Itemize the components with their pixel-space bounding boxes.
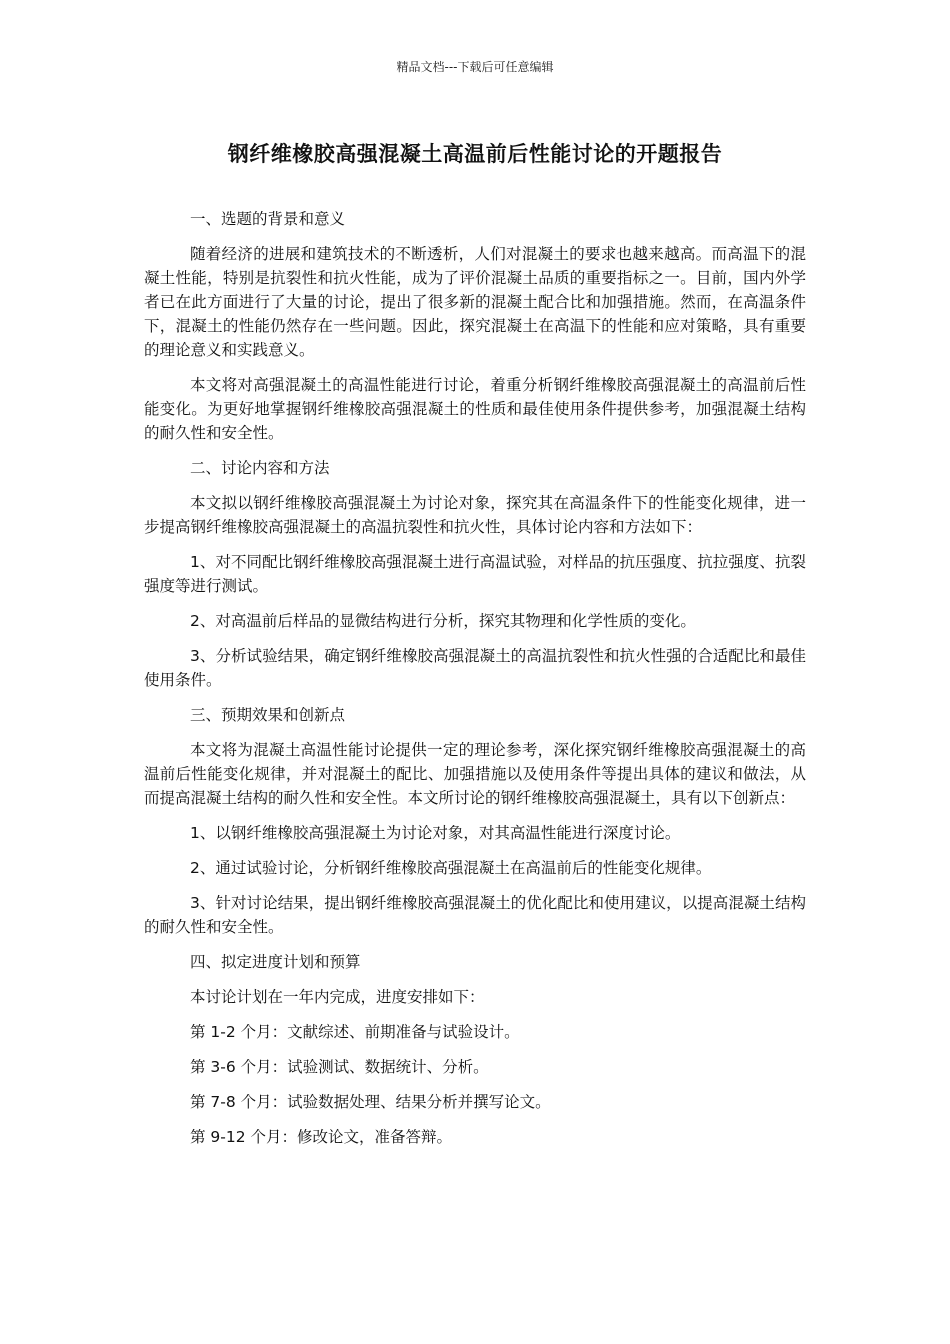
document-title: 钢纤维橡胶高强混凝土高温前后性能讨论的开题报告 xyxy=(227,142,723,166)
list-item: 2、通过试验讨论，分析钢纤维橡胶高强混凝土在高温前后的性能变化规律。 xyxy=(190,859,712,877)
schedule-item: 第 1-2 个月：文献综述、前期准备与试验设计。 xyxy=(190,1023,520,1041)
list-item: 2、对高温前后样品的显微结构进行分析，探究其物理和化学性质的变化。 xyxy=(190,612,696,630)
list-item: 1、以钢纤维橡胶高强混凝土为讨论对象，对其高温性能进行深度讨论。 xyxy=(190,824,681,842)
section-heading-2: 二、讨论内容和方法 xyxy=(190,459,330,477)
page-header: 精品文档---下载后可任意编辑 xyxy=(396,60,554,74)
paragraph: 本文将对高强混凝土的高温性能进行讨论，着重分析钢纤维橡胶高强混凝土的高温前后性能变化。为更好地掌握钢纤维橡胶高强混凝土的性质和最佳使用条件提供参考，加强混凝土结构的耐久性和安全性。 xyxy=(144,376,806,442)
paragraph: 本文将为混凝土高温性能讨论提供一定的理论参考，深化探究钢纤维橡胶高强混凝土的高温前后性能变化规律，并对混凝土的配比、加强措施以及使用条件等提出具体的建议和做法，从而提高混凝土结构的耐久性和安全性。本文所讨论的钢纤维橡胶高强混凝土，具有以下创新点： xyxy=(144,741,806,807)
schedule-item: 第 3-6 个月：试验测试、数据统计、分析。 xyxy=(190,1058,489,1076)
section-heading-4: 四、拟定进度计划和预算 xyxy=(190,953,361,971)
paragraph: 随着经济的进展和建筑技术的不断透析，人们对混凝土的要求也越来越高。而高温下的混凝土性能，特别是抗裂性和抗火性能，成为了评价混凝土品质的重要指标之一。目前，国内外学者已在此方面进行了大量的讨论，提出了很多新的混凝土配合比和加强措施。然而，在高温条件下，混凝土的性能仍然存在一些问题。因此，探究混凝土在高温下的性能和应对策略，具有重要的理论意义和实践意义。 xyxy=(144,245,806,359)
list-item: 3、针对讨论结果，提出钢纤维橡胶高强混凝土的优化配比和使用建议，以提高混凝土结构的耐久性和安全性。 xyxy=(144,894,806,936)
section-heading-3: 三、预期效果和创新点 xyxy=(190,706,346,724)
paragraph: 本讨论计划在一年内完成，进度安排如下： xyxy=(190,988,485,1006)
schedule-item: 第 9-12 个月：修改论文，准备答辩。 xyxy=(190,1128,453,1146)
list-item: 1、对不同配比钢纤维橡胶高强混凝土进行高温试验，对样品的抗压强度、抗拉强度、抗裂强度等进行测试。 xyxy=(144,553,806,595)
schedule-item: 第 7-8 个月：试验数据处理、结果分析并撰写论文。 xyxy=(190,1093,551,1111)
list-item: 3、分析试验结果，确定钢纤维橡胶高强混凝土的高温抗裂性和抗火性强的合适配比和最佳使用条件。 xyxy=(144,647,806,689)
section-heading-1: 一、选题的背景和意义 xyxy=(190,210,346,228)
paragraph: 本文拟以钢纤维橡胶高强混凝土为讨论对象，探究其在高温条件下的性能变化规律，进一步提高钢纤维橡胶高强混凝土的高温抗裂性和抗火性，具体讨论内容和方法如下： xyxy=(144,494,806,536)
document-body xyxy=(144,207,806,1160)
